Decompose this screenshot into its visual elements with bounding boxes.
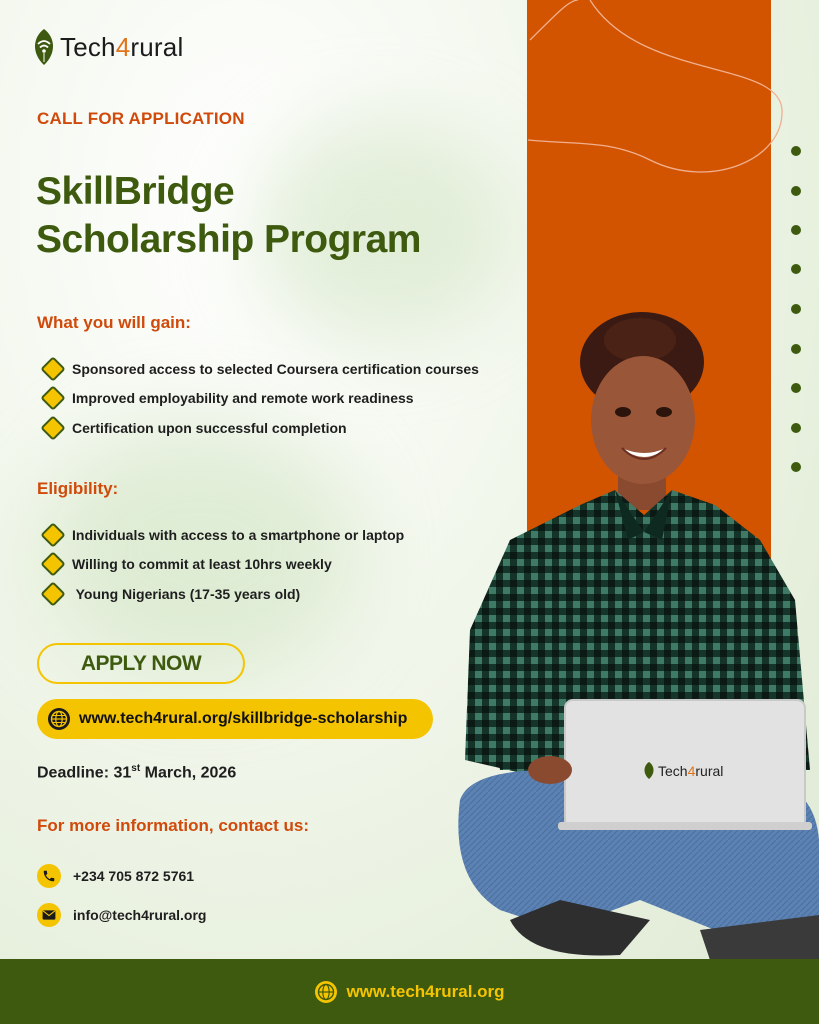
apply-now-button[interactable]: APPLY NOW	[37, 643, 245, 684]
diamond-bullet-icon	[40, 386, 65, 411]
diamond-bullet-icon	[40, 552, 65, 577]
student-with-laptop-photo	[440, 300, 819, 960]
contact-heading: For more information, contact us:	[37, 816, 310, 835]
svg-text:Tech4rural: Tech4rural	[658, 763, 724, 779]
email-address[interactable]: info@tech4rural.org	[73, 907, 207, 923]
decor-dot	[791, 146, 801, 156]
diamond-bullet-icon	[40, 415, 65, 440]
title-line-2: Scholarship Program	[36, 218, 421, 261]
decorative-swirl	[520, 0, 790, 200]
globe-icon	[47, 707, 71, 731]
footer-website-link[interactable]	[314, 980, 504, 1004]
footer-url-text[interactable]: www.tech4rural.org	[346, 981, 505, 1001]
apply-url-text[interactable]: www.tech4rural.org/skillbridge-scholarship	[79, 710, 408, 727]
phone-contact[interactable]	[37, 864, 194, 888]
leaf-wifi-logo-icon	[32, 28, 56, 66]
globe-icon	[314, 980, 338, 1004]
page-title	[36, 168, 421, 264]
list-item: Willing to commit at least 10hrs weekly	[40, 550, 404, 580]
diamond-bullet-icon	[40, 581, 65, 606]
list-item: Certification upon successful completion	[40, 413, 479, 443]
gain-heading: What you will gain:	[37, 313, 191, 332]
mail-icon	[37, 903, 61, 927]
deadline: Deadline: 31st March, 2026	[37, 763, 237, 782]
brand-logo	[32, 28, 183, 66]
decor-dot	[791, 225, 801, 235]
phone-icon	[37, 864, 61, 888]
list-item: Sponsored access to selected Coursera certification courses	[40, 354, 479, 384]
apply-url-link[interactable]	[37, 699, 433, 739]
gain-list	[40, 354, 479, 443]
brand-name: Tech4rural	[60, 31, 184, 62]
title-line-1: SkillBridge	[36, 170, 235, 213]
list-item: Improved employability and remote work readiness	[40, 384, 479, 414]
diamond-bullet-icon	[40, 356, 65, 381]
diamond-bullet-icon	[40, 522, 65, 547]
decor-dot	[791, 264, 801, 274]
eligibility-heading: Eligibility:	[37, 479, 119, 498]
list-item: Young Nigerians (17-35 years old)	[40, 579, 404, 609]
call-for-application-label: CALL FOR APPLICATION	[37, 109, 245, 128]
phone-number[interactable]: +234 705 872 5761	[73, 868, 195, 884]
eligibility-list	[40, 520, 404, 609]
email-contact[interactable]	[37, 903, 206, 927]
footer-bar	[0, 959, 819, 1024]
decor-dot	[791, 186, 801, 196]
list-item: Individuals with access to a smartphone or laptop	[40, 520, 404, 550]
